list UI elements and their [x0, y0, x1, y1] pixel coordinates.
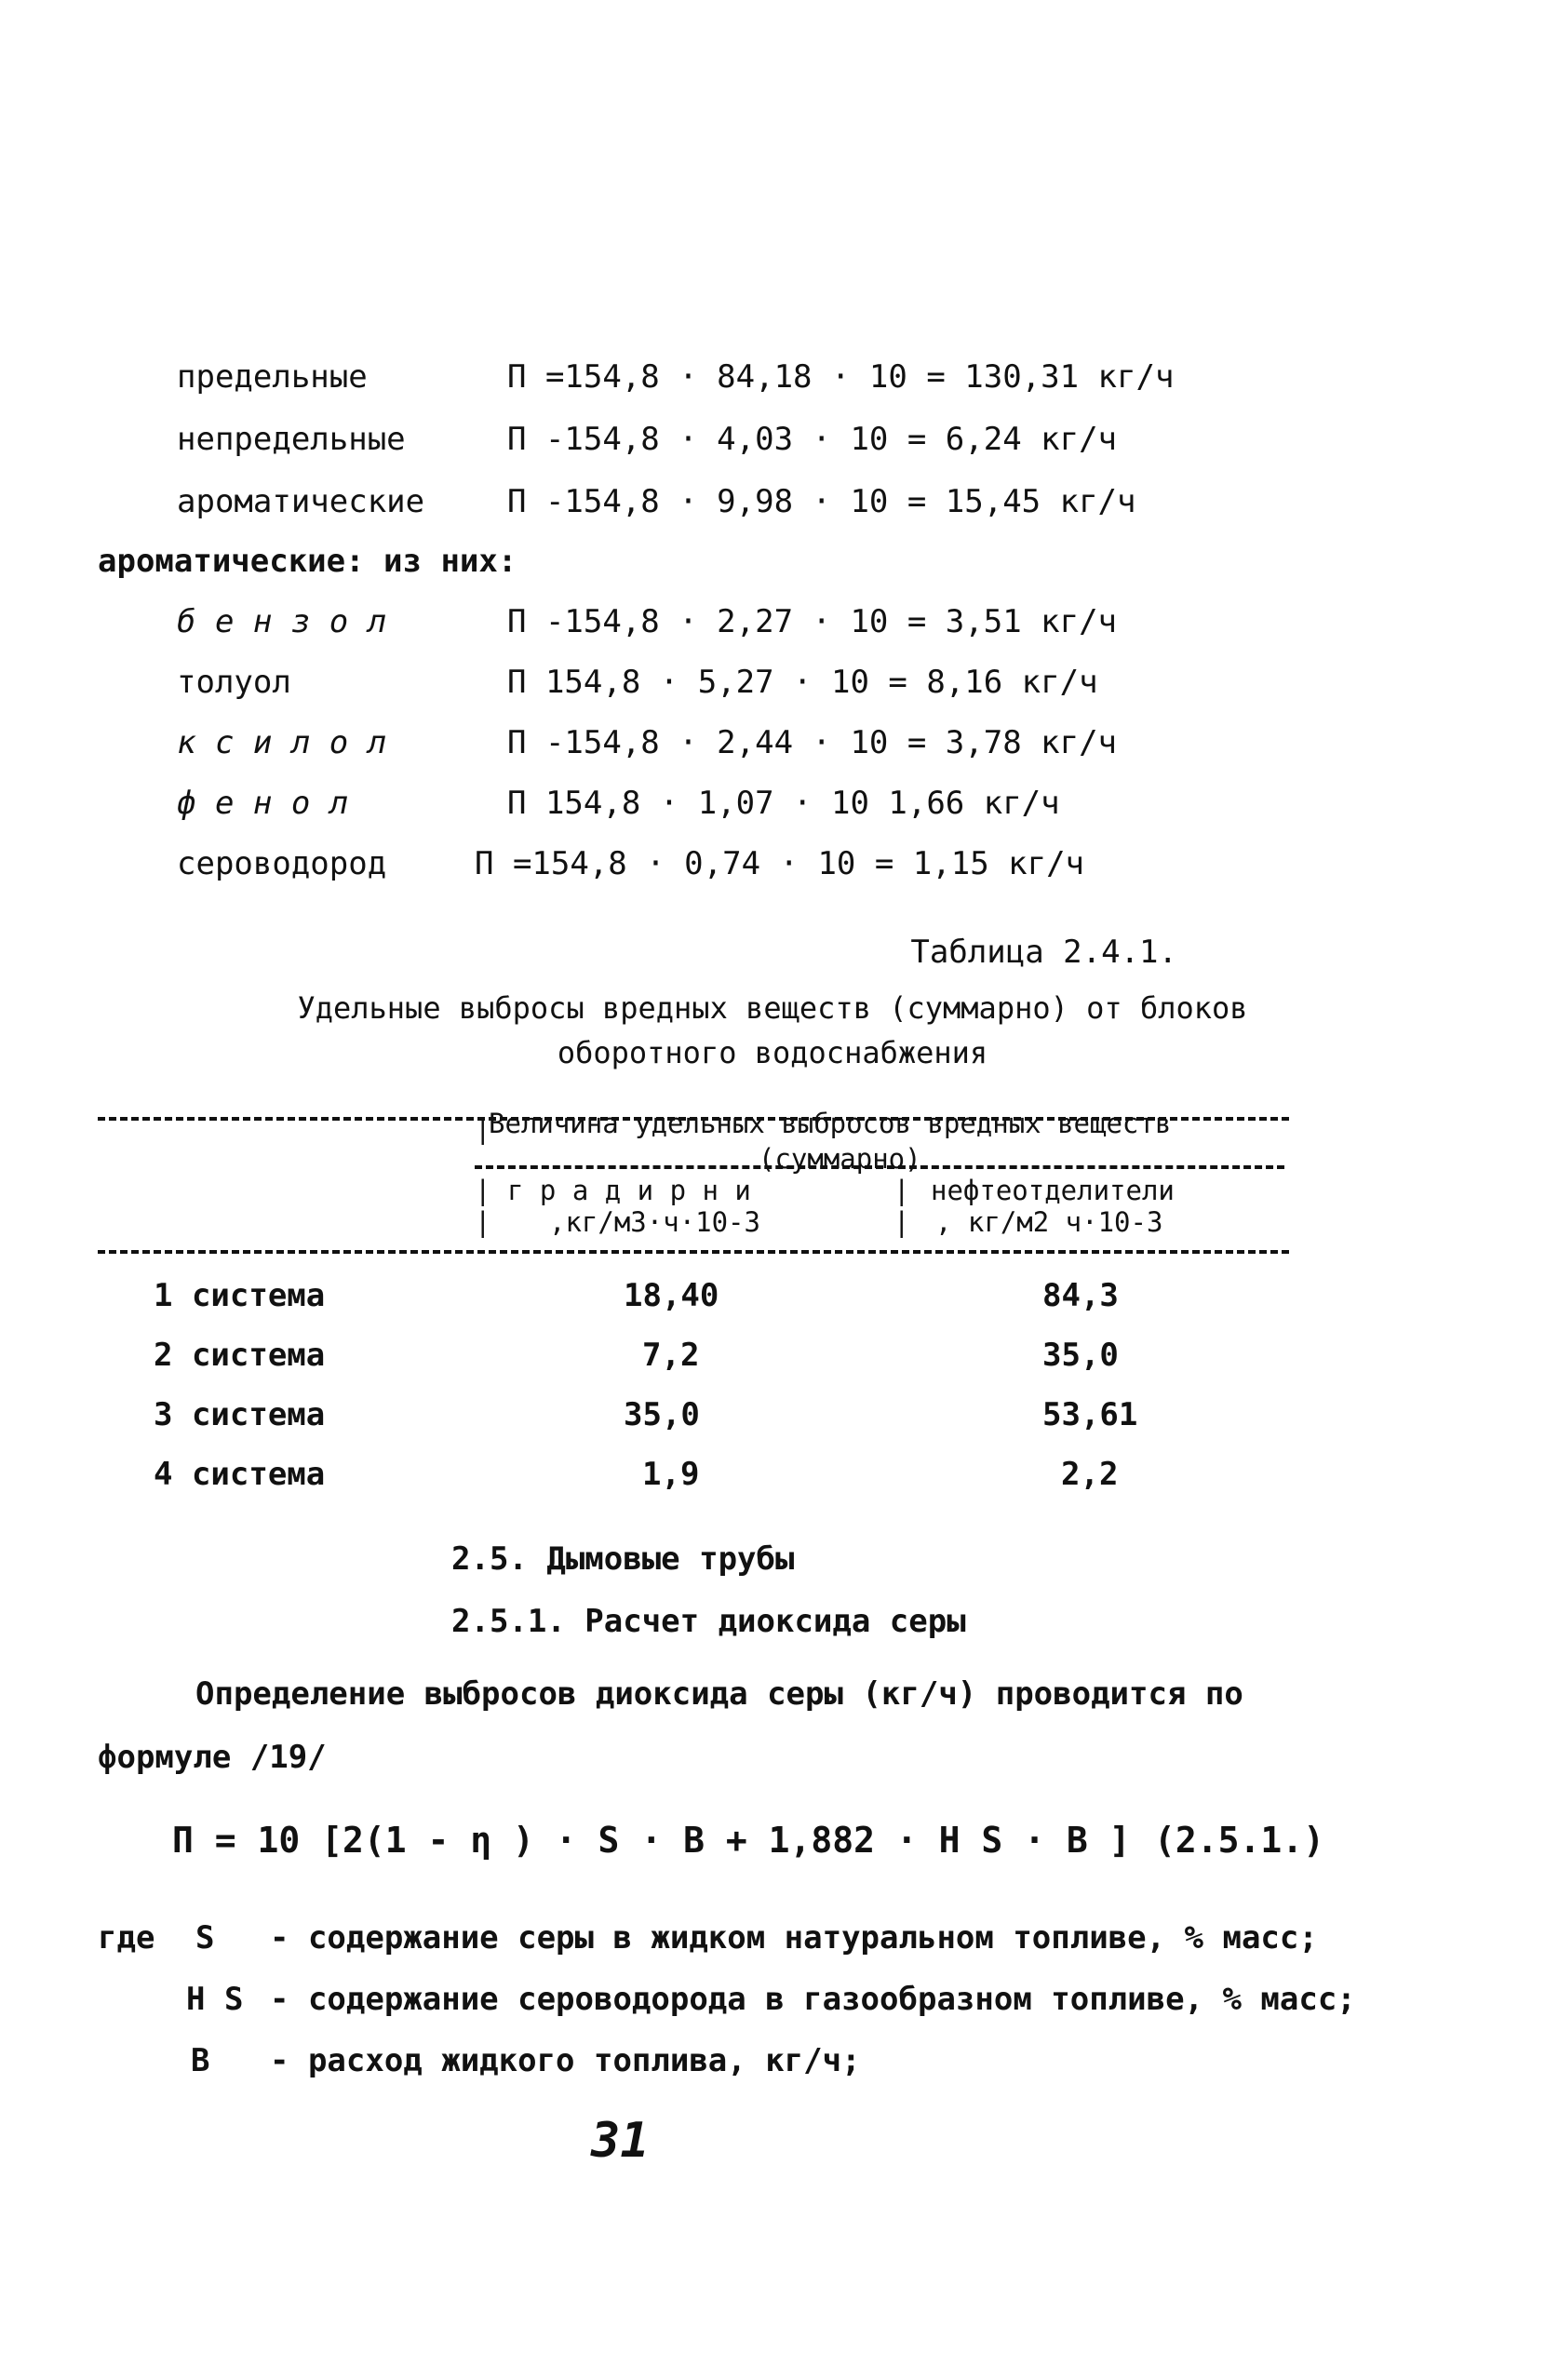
col1-units: ,кг/м3·ч·10-3 [549, 1206, 760, 1238]
table-row-label: 4 система [154, 1456, 326, 1493]
calc-name-benzene: б е н з о л [177, 603, 387, 640]
formula-number: (2.5.1.) [1154, 1820, 1325, 1861]
table-row-value2: 84,3 [1042, 1277, 1119, 1314]
table-header-main: Величина удельных выбросов вредных веществ [489, 1108, 1172, 1139]
table-row-value2: 53,61 [1042, 1396, 1138, 1433]
calc-name-saturated: предельные [177, 358, 368, 396]
table-header-bar: | [475, 1175, 491, 1206]
aromatic-label: ароматические: из них: [98, 543, 517, 580]
calc-formula-unsaturated: П -154,8 · 4,03 · 10 = 6,24 кг/ч [507, 421, 1118, 458]
table-row-value1: 7,2 [642, 1337, 700, 1374]
calc-name-xylene: к с и л о л [177, 724, 387, 761]
table-row-value2: 35,0 [1042, 1337, 1119, 1374]
table-caption-line2: оборотного водоснабжения [557, 1035, 988, 1070]
calc-name-hydrogen-sulfide: сероводород [177, 845, 387, 882]
calc-name-phenol: ф е н о л [177, 785, 349, 822]
paragraph-line2: формуле /19/ [98, 1739, 327, 1776]
table-header-bar: | [893, 1175, 910, 1206]
table-row-label: 2 система [154, 1337, 326, 1374]
table-row-value2: 2,2 [1061, 1456, 1119, 1493]
table-number: Таблица 2.4.1. [910, 934, 1177, 971]
table-row-value1: 18,40 [624, 1277, 719, 1314]
def-text: - содержание сероводорода в газообразном топливе, % масс; [270, 1981, 1356, 2018]
def-symbol: S [195, 1919, 215, 1956]
paragraph-line1: Определение выбросов диоксида серы (кг/ч) проводится по [195, 1675, 1243, 1713]
table-header-sub: (суммарно) [759, 1143, 921, 1175]
col2-units: , кг/м2 ч·10-3 [935, 1206, 1163, 1238]
table-bottom-rule [98, 1250, 1289, 1254]
calc-formula-benzene: П -154,8 · 2,27 · 10 = 3,51 кг/ч [507, 603, 1118, 640]
calc-name-toluene: толуол [177, 664, 291, 701]
table-row-label: 3 система [154, 1396, 326, 1433]
def-text: - содержание серы в жидком натуральном топливе, % масс; [270, 1919, 1318, 1956]
calc-name-unsaturated: непредельные [177, 421, 406, 458]
formula-main: П = 10 [2(1 - η ) · S · B + 1,882 · H S · B ] [172, 1820, 1131, 1861]
table-caption-line1: Удельные выбросы вредных веществ (суммарно) от блоков [297, 990, 1248, 1026]
calc-formula-phenol: П 154,8 · 1,07 · 10 1,66 кг/ч [507, 785, 1060, 822]
def-symbol: B [191, 2042, 210, 2079]
page-number: 31 [591, 2113, 650, 2169]
col2-header: нефтеотделители [931, 1175, 1175, 1206]
calc-formula-saturated: П =154,8 · 84,18 · 10 = 130,31 кг/ч [507, 358, 1175, 396]
def-symbol: H S [186, 1981, 244, 2018]
calc-name-aromatic: ароматические [177, 483, 425, 520]
subsection-heading: 2.5.1. Расчет диоксида серы [451, 1603, 966, 1640]
def-text: - расход жидкого топлива, кг/ч; [270, 2042, 861, 2079]
calc-formula-xylene: П -154,8 · 2,44 · 10 = 3,78 кг/ч [507, 724, 1118, 761]
table-header-bar: | [475, 1113, 491, 1145]
table-row-label: 1 система [154, 1277, 326, 1314]
table-header-bar: | [893, 1206, 910, 1238]
table-header-bar: | [475, 1206, 491, 1238]
col1-header: г р а д и р н и [507, 1175, 751, 1206]
table-row-value1: 1,9 [642, 1456, 700, 1493]
table-header-rule [475, 1165, 1284, 1169]
calc-formula-toluene: П 154,8 · 5,27 · 10 = 8,16 кг/ч [507, 664, 1098, 701]
calc-formula-aromatic: П -154,8 · 9,98 · 10 = 15,45 кг/ч [507, 483, 1136, 520]
calc-formula-hydrogen-sulfide: П =154,8 · 0,74 · 10 = 1,15 кг/ч [475, 845, 1085, 882]
table-row-value1: 35,0 [624, 1396, 700, 1433]
where-label: где [98, 1919, 155, 1956]
section-heading: 2.5. Дымовые трубы [451, 1540, 795, 1578]
